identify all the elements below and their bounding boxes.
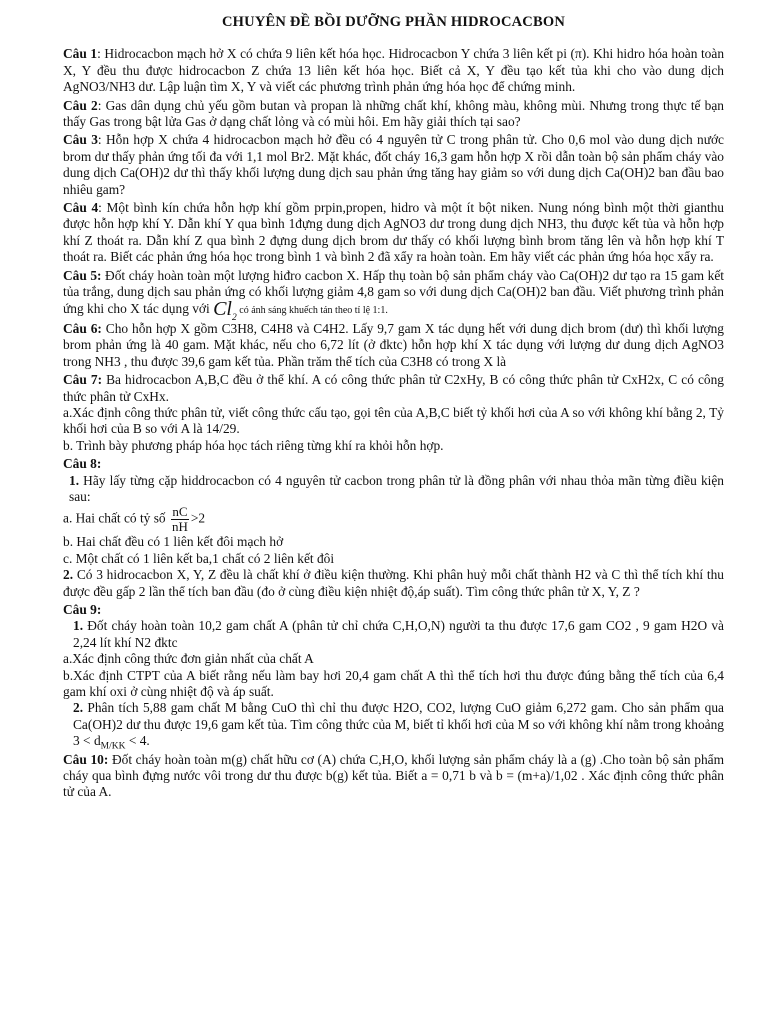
question-5 — [63, 267, 724, 323]
question-2 — [63, 98, 724, 131]
question-text: : Hỗn hợp X chứa 4 hidrocacbon mạch hở đều có 4 nguyên tử C trong phân tử. Cho 0,6 mol vào dung dịch nước brom dư thấy phản ứng tối đa với 1,1 mol Br2. Mặt khác, đốt cháy 16,3 gam hỗn hợp X rồi dẫn toàn bộ sản phẩm cháy vào dung dịch Ca(OH)2 dư thì thấy khối lượng dung dịch sau phản ứng tăng hay giảm so với dung dịch Ca(OH)2 ban đầu bao nhiêu gam? — [63, 132, 724, 197]
question-4 — [63, 200, 724, 266]
question-text: : Một bình kín chứa hỗn hợp khí gồm prpin,propen, hidro và một ít bột niken. Nung nóng bình một thời gianthu được hỗn hợp khí Y. Dẫn khí Y qua bình 1đựng dung dịch AgNO3 dư trong dung dịch NH3, thu được kết tủa và hỗn hợp khí Z thoát ra. Dẫn khí Z qua bình 2 đựng dung dịch brom dư thấy có khối lượng bình brom tăng lên và hỗn hợp khí T thoát ra. Biết các phản ứng hóa học trong bình 1 và bình 2 đã xẩy ra hoàn toàn. Em hãy viết các phản ứng hóa học xẩy ra. — [63, 200, 724, 265]
density-ratio: $d_{M/KK}$ — [93, 733, 126, 752]
question-text: Ba hidrocacbon A,B,C đều ở thể khí. A có công thức phân tử C2xHy, B có công thức phân tử CxH2x, C có công thức phân tử CxHx. — [63, 372, 724, 404]
question-label: Câu 7: — [63, 372, 103, 388]
question-text: Đốt cháy hoàn toàn một lượng hiđro cacbon X. Hấp thụ toàn bộ sản phẩm cháy vào Ca(OH)2 dư tạo ra 15 gam kết tủa trắng, dung dịch sau phản ứng có khối lượng giảm 4,8 gam so với dung dịch Ca(OH)2 ban đầu. Viết phương trình phản ứng khi cho X tác dụng với — [63, 267, 724, 316]
question-8-label: Câu 8: — [63, 456, 102, 472]
question-text: Đốt cháy hoàn toàn m(g) chất hữu cơ (A) chứa C,H,O, khối lượng sản phẩm cháy là a (g) .Cho toàn bộ sản phẩm cháy qua bình đựng nước vôi trong dư thu được b(g) kết tủa. Biết a = 0,71 b và b = (m+a)/1,02 . Xác định công thức phân tử của A. — [63, 751, 724, 800]
question-6 — [63, 321, 724, 370]
question-text: : Hidrocacbon mạch hở X có chứa 9 liên kết hóa học. Hidrocacbon Y chứa 3 liên kết pi (π). Khi hidro hóa hoàn toàn X, Y đều thu được hidrocacbon Z chứa 13 liên kết hóa học. Biết cả X, Y đều tạo kết tủa khi cho vào dung dịch AgNO3/NH3 dư. Lập luận tìm X, Y và viết các phương trình phản ứng hóa học để chứng minh. — [63, 46, 725, 95]
question-8-option-b: b. Hai chất đều có 1 liên kết đôi mạch hở — [63, 534, 284, 550]
question-9-label: Câu 9: — [63, 602, 102, 617]
question-8-option-a: a. Hai chất có tỷ số $\frac{nC}{nH}$ >2 — [63, 504, 206, 535]
question-label: Câu 5: — [63, 267, 102, 283]
question-label: Câu 3 — [63, 132, 98, 148]
chlorine-formula: $Cl_2$ — [213, 297, 237, 323]
question-3 — [63, 132, 724, 198]
question-8-part-1: 1. Hãy lấy từng cặp hiddrocacbon có 4 nguyên tử cacbon trong phân tử là đồng phân với nhau thỏa mãn từng điều kiện sau: — [69, 472, 724, 504]
ratio-fraction: $\frac{nC}{nH}$ — [171, 504, 188, 535]
question-7-part-a: a.Xác định công thức phân tử, viết công thức cấu tạo, gọi tên của A,B,C biết tỷ khối hơi của A so với không khí bằng 2, Tỷ khối hơi của B so với A là 14/29. — [63, 404, 724, 437]
question-label: Câu 4 — [63, 200, 99, 216]
question-7 — [63, 372, 724, 405]
question-label: Câu 10: — [63, 751, 109, 767]
question-text: : Gas dân dụng chủ yếu gồm butan và propan là những chất khí, không màu, không mùi. Nhưng trong thực tế bạn thấy Gas trong bật lửa Gas ở dạng chất lỏng và có mùi hôi. Em hãy giải thích tại sao? — [63, 97, 725, 130]
question-text-tail: có ánh sáng khuếch tán theo tỉ lệ 1:1. — [236, 304, 388, 316]
question-10 — [63, 752, 724, 801]
question-text: Cho hỗn hợp X gồm C3H8, C4H8 và C4H2. Lấy 9,7 gam X tác dụng hết với dung dịch brom (dư) thì khối lượng brom phản ứng là 40 gam. Mặt khác, nếu cho 6,72 lít (ở đktc) hỗn hợp khí X tác dụng với lượng dư dung dịch AgNO3 trong NH3 , thu được 39,6 gam kết tủa. Phần trăm thể tích của C3H8 có trong X là — [63, 320, 724, 369]
question-9-part-1: 1. Đốt cháy hoàn toàn 10,2 gam chất A (phân tử chỉ chứa C,H,O,N) người ta thu được 17,6 gam CO2 , 9 gam H2O và 2,24 lít khí N2 đktc — [73, 618, 724, 650]
question-label: Câu 1 — [63, 46, 98, 62]
question-label: Câu 2 — [63, 97, 98, 113]
question-9-part-2: 2. Phân tích 5,88 gam chất M bằng CuO thì chỉ thu được H2O, CO2, lượng CuO giảm 6,272 gam. Cho sản phẩm qua Ca(OH)2 dư thu được 19,6 gam kết tủa. Tìm công thức của M, biết tỉ khối hơi của M so với không khí nằm trong khoảng $3 < d_{M/KK} < 4$. — [73, 700, 724, 752]
question-9-option-b: b.Xác định CTPT của A biết rằng nếu làm bay hơi 20,4 gam chất A thì thể tích hơi thu được đúng bằng thể tích của 6,4 gam khí oxi ở cùng nhiệt độ và áp suất. — [63, 667, 724, 700]
question-8-option-c: c. Một chất có 1 liên kết ba,1 chất có 2 liên kết đôi — [63, 550, 335, 566]
question-9-option-a: a.Xác định công thức đơn giản nhất của chất A — [63, 651, 314, 667]
question-7-part-b: b. Trình bày phương pháp hóa học tách riêng từng khí ra khỏi hỗn hợp. — [63, 437, 444, 453]
question-label: Câu 6: — [63, 320, 102, 336]
document-title: CHUYÊN ĐỀ BỒI DƯỠNG PHẦN HIDROCACBON — [222, 14, 565, 30]
question-8-part-2: 2. Có 3 hidrocacbon X, Y, Z đều là chất khí ở điều kiện thường. Khi phân huỷ mỗi chất thành H2 và C thì thể tích khí thu được đều gấp 2 lần thể tích ban đầu (đo ở cùng điều kiện nhiệt độ,áp suất). Tìm công thức phân tử X, Y, Z ? — [63, 567, 724, 599]
question-1 — [63, 46, 724, 95]
